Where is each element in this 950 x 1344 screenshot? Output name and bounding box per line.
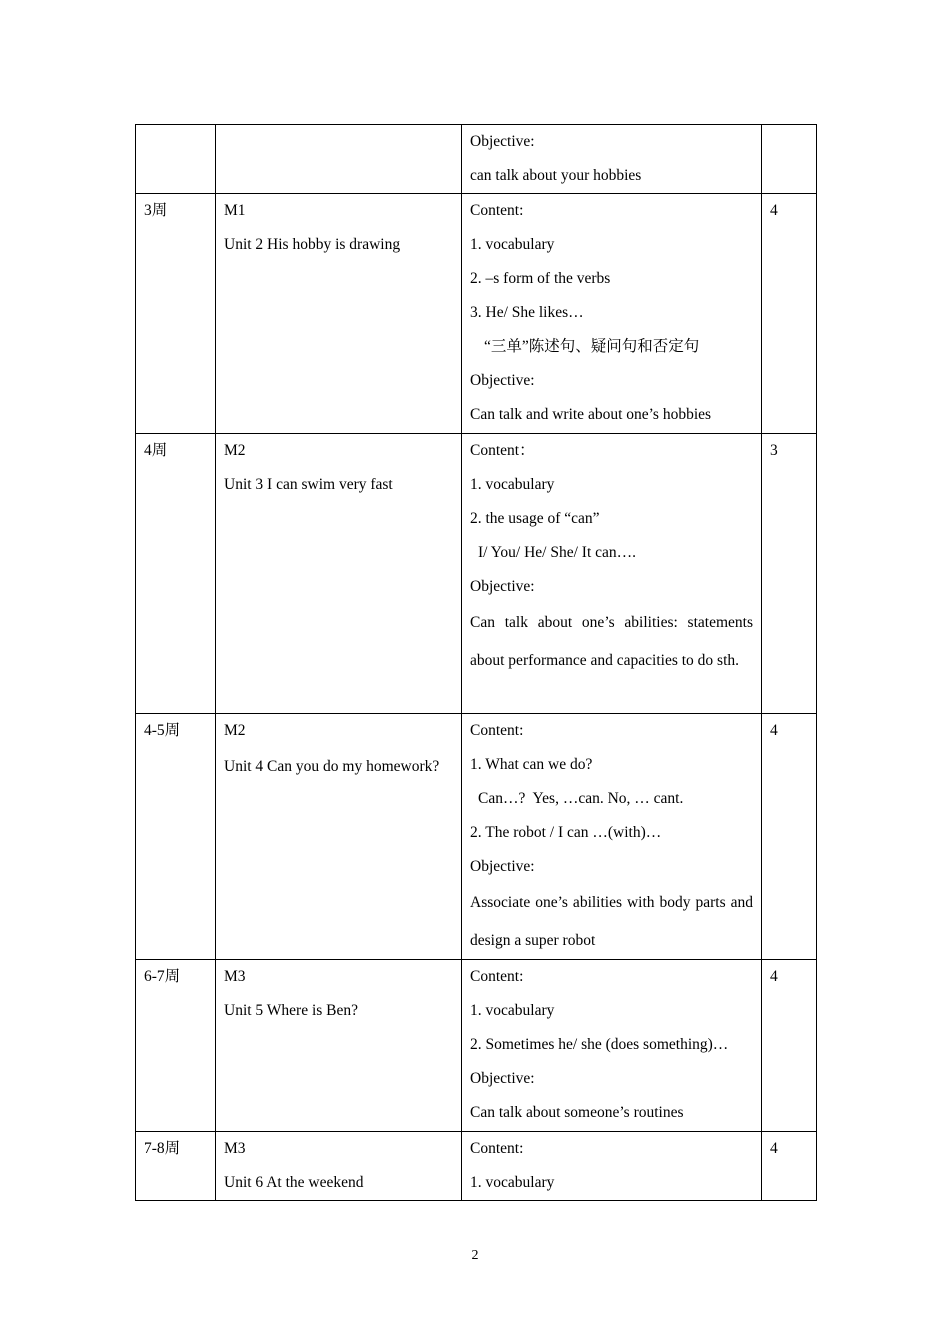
table-row [136,714,817,960]
table-row [136,960,817,1132]
unit-cell: M3 Unit 6 At the weekend [216,1132,462,1201]
hours-cell: 4 [762,194,817,434]
week-cell: 7-8周 [136,1132,216,1201]
week-cell: 6-7周 [136,960,216,1132]
week-cell: 4周 [136,434,216,714]
page-number: 2 [471,1248,479,1263]
content-cell: Content: 1. What can we do? Can…? Yes, …can. No, … cant. 2. The robot / I can …(with)… Objective: Associate one’s abilities with body parts and design a super robot [462,714,762,960]
table-row [136,1132,817,1201]
hours-cell: 3 [762,434,817,714]
table-row [136,434,817,714]
unit-cell: M2 Unit 4 Can you do my homework? [216,714,462,960]
content-cell: Content: 1. vocabulary 2. Sometimes he/ she (does something)… Objective: Can talk about someone’s routines [462,960,762,1132]
week-cell: 4-5周 [136,714,216,960]
hours-cell [762,125,817,194]
unit-cell: M3 Unit 5 Where is Ben? [216,960,462,1132]
content-cell: Content： 1. vocabulary 2. the usage of “can” I/ You/ He/ She/ It can…. Objective: Can talk about one’s abilities: statements about performance and capacities to do sth. [462,434,762,714]
content-cell: Content: 1. vocabulary 2. –s form of the verbs 3. He/ She likes… “三单”陈述句、疑问句和否定句 Objective: Can talk and write about one’s hobbies [462,194,762,434]
unit-cell: M1 Unit 2 His hobby is drawing [216,194,462,434]
content-cell: Objective: can talk about your hobbies [462,125,762,194]
unit-cell: M2 Unit 3 I can swim very fast [216,434,462,714]
table-row [136,125,817,194]
table-row [136,194,817,434]
lesson-plan-table [135,124,817,1201]
hours-cell: 4 [762,960,817,1132]
week-cell [136,125,216,194]
hours-cell: 4 [762,1132,817,1201]
week-cell: 3周 [136,194,216,434]
unit-cell [216,125,462,194]
content-cell: Content: 1. vocabulary [462,1132,762,1201]
hours-cell: 4 [762,714,817,960]
